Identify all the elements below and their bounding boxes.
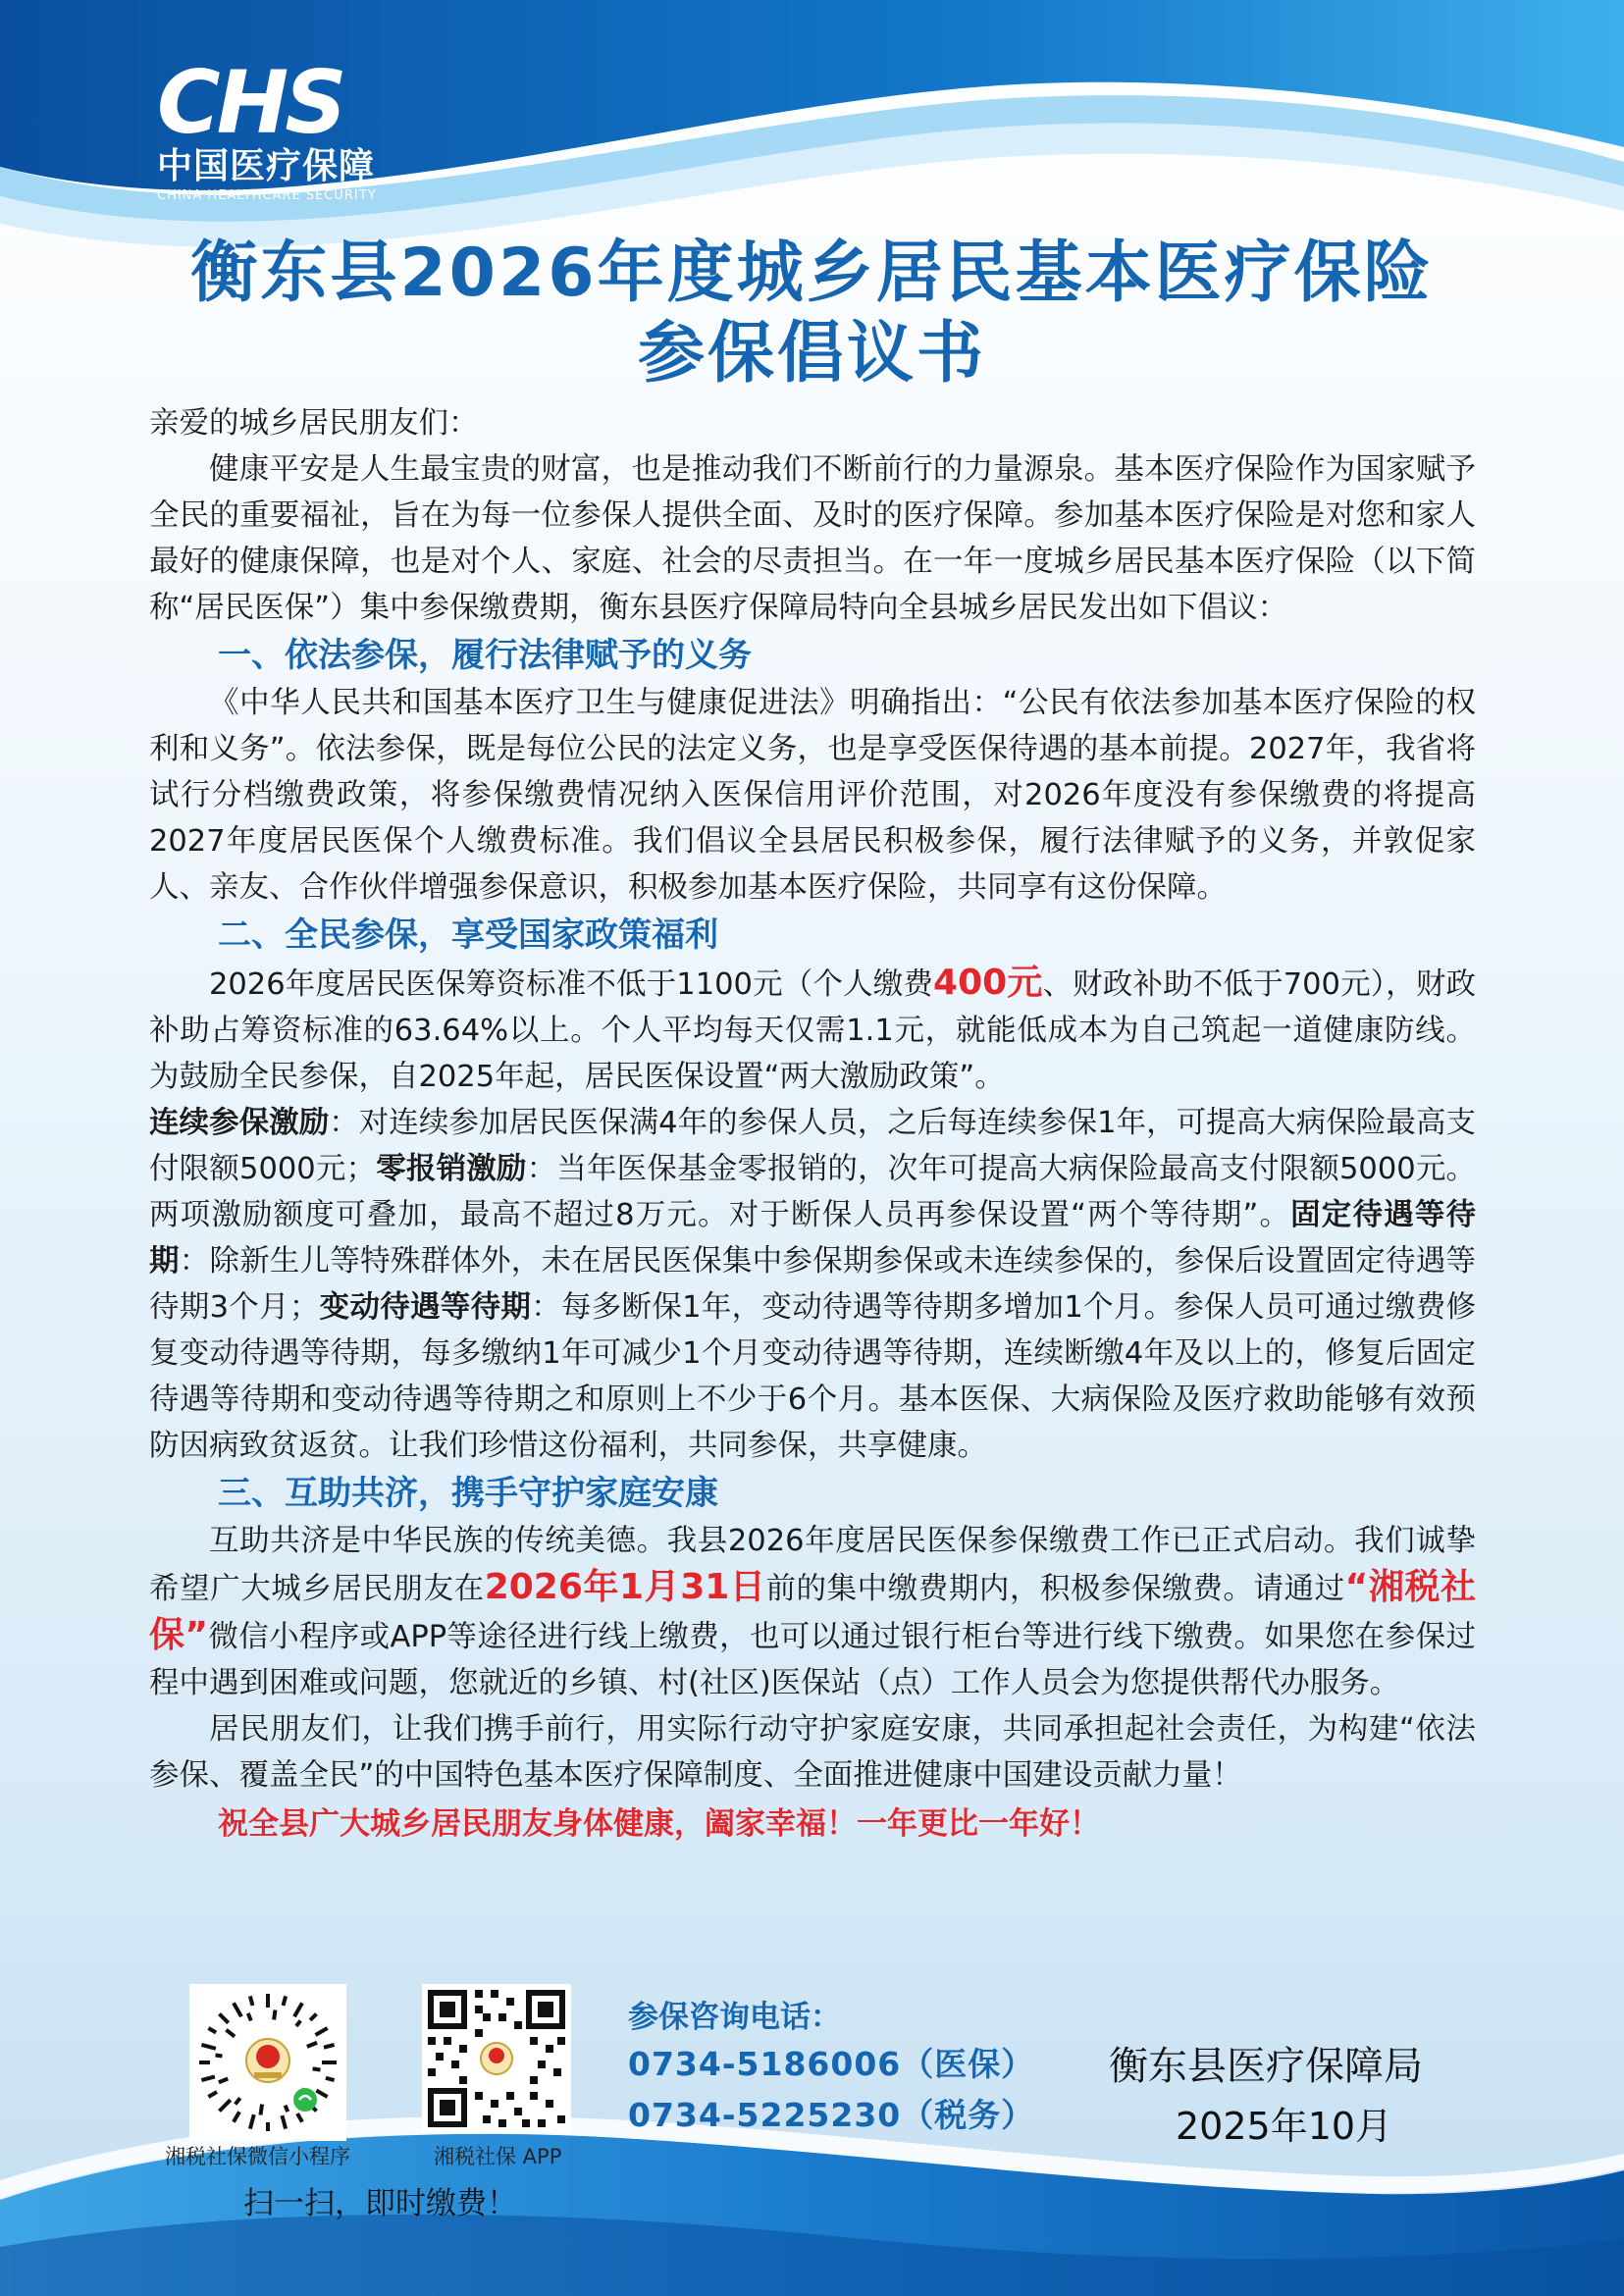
section-2-paragraph-1 — [149, 960, 1476, 1100]
letter-body — [149, 400, 1476, 1850]
app-qr-code[interactable] — [422, 1984, 571, 2133]
page-title-line2: 参保倡议书 — [637, 315, 986, 392]
variable-waiting-period-label: 变动待遇等待期 — [319, 1290, 532, 1325]
section-2-text: 、财政补助不低于700元），财政补助占筹资标准的63.64%以上。个人平均每天仅需1.1元，就能低成本为自己筑起一道健康防线。为鼓励全民参保，自2025年起，居民医保设置“两大激励政策”。 — [149, 967, 1476, 1094]
contact-title: 参保咨询电话： — [628, 2000, 841, 2035]
section-3-heading: 三、互助共济，携手守护家庭安康 — [218, 1474, 718, 1513]
section-2-text: 2026年度居民医保筹资标准不低于1100元（个人缴费 — [209, 967, 934, 1002]
logo-english-name: CHINA HEALTHCARE SECURITY — [157, 188, 377, 203]
section-3-text: 互助共济是中华民族的传统美德。我县2026年度居民医保参保缴费工作已正式启动。我们诚挚希望广大城乡居民朋友在 — [149, 1524, 1476, 1606]
page-title-line1: 衡东县2026年度城乡居民基本医疗保险 — [190, 235, 1434, 312]
section-2-text: ：对连续参加居民医保满4年的参保人员，之后每连续参保1年，可提高大病保险最高支付限额5000元； — [149, 1106, 1476, 1186]
personal-fee-highlight: 400元 — [933, 963, 1043, 1003]
mini-program-code-icon — [189, 1984, 346, 2141]
logo-mark: CHS — [157, 52, 343, 153]
section-3-text: 前的集中缴费期内，积极参保缴费。请通过 — [765, 1572, 1345, 1606]
app-name-highlight: “湘税社保” — [149, 1567, 1477, 1655]
issuing-organization: 衡东县医疗保障局 — [1109, 2044, 1423, 2089]
issue-date: 2025年10月 — [1176, 2105, 1393, 2148]
section-1-heading: 一、依法参保，履行法律赋予的义务 — [218, 636, 752, 675]
section-2-heading: 二、全民参保，享受国家政策福利 — [218, 915, 718, 955]
section-2-text: ：当年医保基金零报销的，次年可提高大病保险最高支付限额5000元。两项激励额度可叠加，最高不超过8万元。对于断保人员再参保设置“两个等待期”。 — [149, 1152, 1476, 1232]
incentive-zero-claim-label: 零报销激励 — [376, 1152, 527, 1186]
logo-chinese-name: 中国医疗保障 — [157, 146, 376, 186]
mini-program-qr-code[interactable] — [189, 1984, 346, 2141]
mini-program-caption: 湘税社保微信小程序 — [165, 2145, 350, 2168]
intro-paragraph: 健康平安是人生最宝贵的财富，也是推动我们不断前行的力量源泉。基本医疗保险作为国家赋予全民的重要福祉，旨在为每一位参保人提供全面、及时的医疗保障。参加基本医疗保险是对您和家人最好的健康保障，也是对个人、家庭、社会的尽责担当。在一年一度城乡居民基本医疗保险（以下简称“居民医保”）集中参保缴费期，衡东县医疗保障局特向全县城乡居民发出如下倡议： — [149, 452, 1476, 625]
qr-code-icon — [422, 1984, 571, 2133]
tax-phone[interactable]: 0734-5225230（税务） — [628, 2096, 1035, 2134]
app-caption: 湘税社保 APP — [434, 2145, 562, 2168]
section-2-paragraph-2 — [149, 1100, 1476, 1469]
closing-wish: 祝全县广大城乡居民朋友身体健康，阖家幸福！一年更比一年好！ — [218, 1806, 1100, 1842]
fixed-waiting-period-label: 固定待遇等待期 — [149, 1198, 1476, 1278]
section-3-text: 微信小程序或APP等途径进行线上缴费，也可以通过银行柜台等进行线下缴费。如果您在参保过程中遇到困难或问题，您就近的乡镇、村(社区)医保站（点）工作人员会为您提供帮代办服务。 — [149, 1620, 1476, 1700]
section-2-text: ：除新生儿等特殊群体外，未在居民医保集中参保期参保或未连续参保的，参保后设置固定待遇等待期3个月； — [149, 1244, 1476, 1325]
deadline-highlight: 2026年1月31日 — [484, 1567, 766, 1607]
section-1-body: 《中华人民共和国基本医疗卫生与健康促进法》明确指出：“公民有依法参加基本医疗保险的权利和义务”。依法参保，既是每位公民的法定义务，也是享受医保待遇的基本前提。2027年，我省将试行分档缴费政策，将参保缴费情况纳入医保信用评价范围，对2026年度没有参保缴费的将提高2027年度居民医保个人缴费标准。我们倡议全县居民积极参保，履行法律赋予的义务，并敦促家人、亲友、合作伙伴增强参保意识，积极参加基本医疗保险，共同享有这份保障。 — [149, 686, 1476, 905]
section-3-paragraph-1 — [149, 1518, 1476, 1706]
section-3-paragraph-2: 居民朋友们，让我们携手前行，用实际行动守护家庭安康，共同承担起社会责任，为构建“依法参保、覆盖全民”的中国特色基本医疗保障制度、全面推进健康中国建设贡献力量！ — [149, 1712, 1476, 1793]
medical-insurance-phone[interactable]: 0734-5186006（医保） — [628, 2045, 1035, 2083]
chs-logo — [157, 52, 393, 204]
section-2-text: ：每多断保1年，变动待遇等待期多增加1个月。参保人员可通过缴费修复变动待遇等待期，每多缴纳1年可减少1个月变动待遇等待期，连续断缴4年及以上的，修复后固定待遇等待期和变动待遇等待期之和原则上不少于6个月。基本医保、大病保险及医疗救助能够有效预防因病致贫返贫。让我们珍惜这份福利，共同参保，共享健康。 — [149, 1290, 1477, 1463]
incentive-continuous-label: 连续参保激励 — [149, 1106, 330, 1140]
scan-to-pay-text: 扫一扫，即时缴费！ — [243, 2186, 517, 2221]
greeting: 亲爱的城乡居民朋友们： — [149, 406, 479, 441]
